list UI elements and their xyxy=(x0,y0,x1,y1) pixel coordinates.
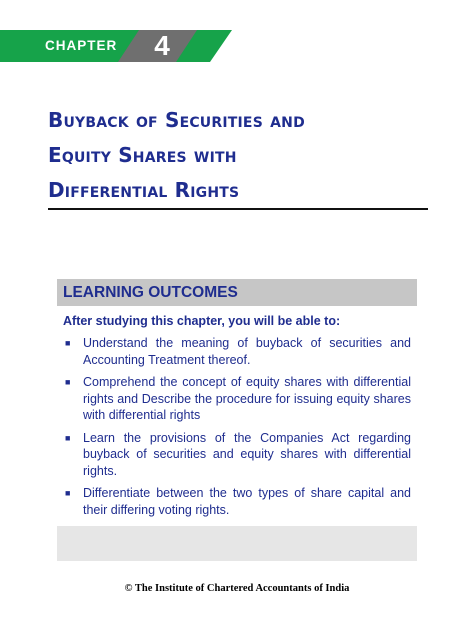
outcomes-intro: After studying this chapter, you will be able to: xyxy=(63,314,341,328)
copyright-footer: © The Institute of Chartered Accountants of India xyxy=(124,583,350,594)
learning-outcomes-body xyxy=(57,306,417,526)
list-item xyxy=(63,430,411,480)
chapter-label: CHAPTER xyxy=(45,38,118,53)
chapter-title xyxy=(48,103,428,208)
list-item xyxy=(63,335,411,368)
square-bullet-icon: ■ xyxy=(65,432,71,443)
title-line: Equity Shares with xyxy=(48,143,237,167)
title-line: Differential Rights xyxy=(48,178,240,202)
list-item-text: Learn the provisions of the Companies Act regarding buyback of securities and equity shares with differential rights. xyxy=(83,430,411,478)
list-item xyxy=(63,485,411,518)
learning-outcomes-box xyxy=(57,279,417,561)
learning-outcomes-heading: LEARNING OUTCOMES xyxy=(57,279,417,306)
list-item xyxy=(63,374,411,424)
square-bullet-icon: ■ xyxy=(65,488,71,498)
outcomes-list xyxy=(63,335,411,518)
list-item-text: Differentiate between the two types of share capital and their differing voting rights. xyxy=(83,486,411,517)
list-item-text: Understand the meaning of buyback of securities and Accounting Treatment thereof. xyxy=(83,336,411,367)
square-bullet-icon: ■ xyxy=(65,338,71,348)
chapter-number: 4 xyxy=(154,30,170,61)
title-line: Buyback of Securities and xyxy=(48,108,305,132)
title-rule xyxy=(48,208,428,210)
list-item-text: Comprehend the concept of equity shares with differential rights and Describe the procedure for issuing equity shares with differential rights xyxy=(83,375,411,422)
square-bullet-icon: ■ xyxy=(65,377,71,387)
